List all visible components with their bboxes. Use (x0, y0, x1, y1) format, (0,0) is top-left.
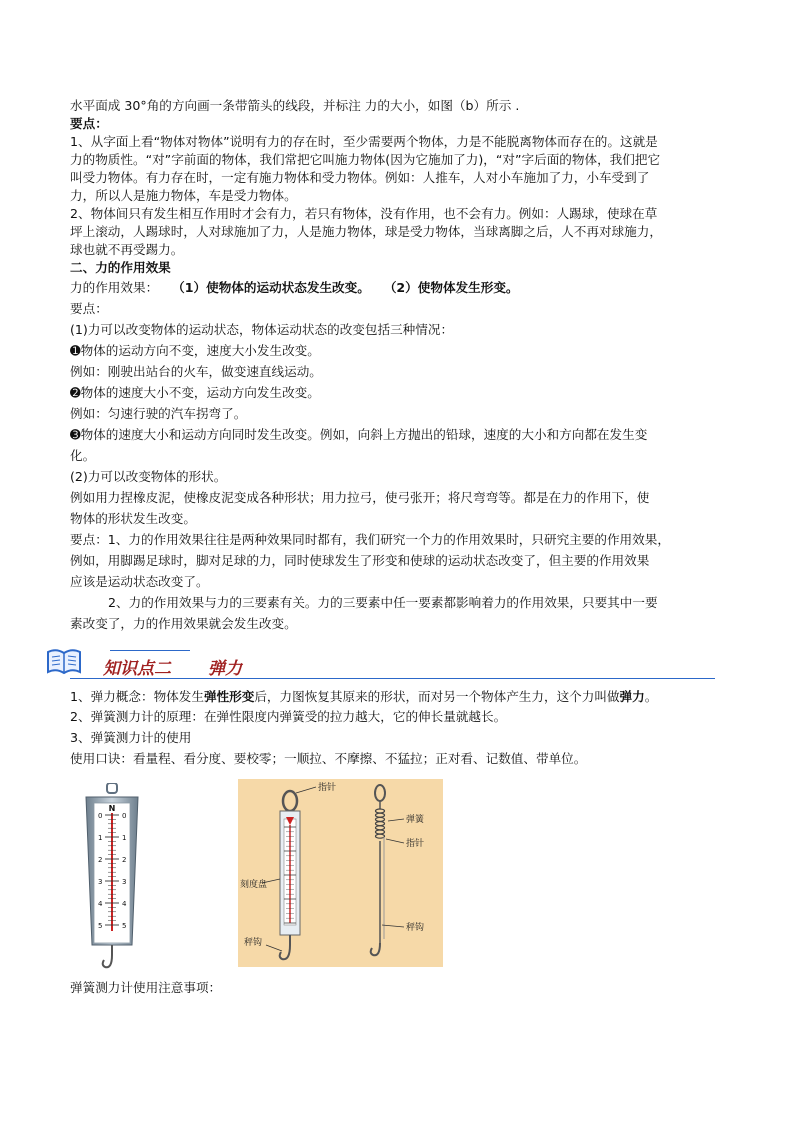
label-pointer-2: 指针 (406, 839, 425, 849)
section-heading: 二、力的作用效果 (70, 260, 171, 275)
scale-5-right: 5 (122, 922, 127, 930)
text-line: 应该是运动状态改变了。 (70, 574, 209, 589)
key-points-heading: 要点： (70, 116, 108, 131)
text-line: 力的物质性。“对”字前面的物体，我们常把它叫施力物体(因为它施加了力)，“对”字后面的物体，我们把它 (70, 152, 661, 167)
circled-number: ➋ (70, 385, 81, 400)
unit-label: N (108, 804, 116, 813)
text-line: 例如：匀速行驶的汽车拐弯了。 (70, 406, 247, 421)
text-line: 2、物体间只有发生相互作用时才会有力，若只有物体，没有作用，也不会有力。例如：人踢球，使球在草 (70, 206, 658, 221)
text-line: 物体的形状发生改变。 (70, 511, 196, 526)
title-overline (110, 650, 190, 651)
label-pointer: 指针 (318, 783, 337, 793)
bold-term: 弹性形变 (203, 689, 255, 704)
list-item: ➊物体的运动方向不变，速度大小发生改变。 (70, 343, 320, 358)
text-line: 2、弹簧测力计的原理：在弹性限度内弹簧受的拉力越大，它的伸长量就越长。 (70, 709, 507, 724)
definition-line: 1、弹力概念：物体发生弹性形变后，力图恢复其原来的形状，而对另一个物体产生力，这个力叫做弹力。 (70, 689, 658, 704)
label-hook-2: 秤钩 (406, 923, 425, 933)
text-line: 化。 (70, 448, 96, 463)
text-line: 例如，用脚踢足球时，脚对足球的力，同时使球发生了形变和使球的运动状态改变了，但主要的作用效果 (70, 553, 650, 568)
circled-number: ➊ (70, 343, 81, 358)
text-line: 例如用力捏橡皮泥，使橡皮泥变成各种形状；用力拉弓，使弓张开；将尺弯弯等。都是在力的作用下，使 (70, 490, 650, 505)
text-line: 要点： (70, 301, 108, 316)
text-line: 水平面成 30°角的方向画一条带箭头的线段，并标注 力的大小，如图（b）所示 . (70, 98, 520, 113)
spring-scale-diagram (238, 779, 443, 967)
list-item: ➋物体的速度大小不变，运动方向发生改变。 (70, 385, 320, 400)
scale-1-left: 1 (98, 834, 103, 842)
book-icon (46, 644, 82, 676)
footer-line: 弹簧测力计使用注意事项： (70, 980, 222, 995)
effects-line (70, 277, 725, 298)
scale-3-right: 3 (122, 878, 127, 886)
text-line: 素改变了，力的作用效果就会发生改变。 (70, 616, 297, 631)
text-line: 力，所以人是施力物体，车是受力物体。 (70, 188, 297, 203)
document-page (70, 97, 725, 997)
effect-2: （2）使物体发生形变。 (383, 280, 519, 295)
text-line: (1)力可以改变物体的运动状态，物体运动状态的改变包括三种情况： (70, 322, 454, 337)
text-line: 要点：1、力的作用效果往往是两种效果同时都有，我们研究一个力的作用效果时，只研究主要的作用效果， (70, 532, 670, 547)
scale-0-right: 0 (122, 812, 127, 820)
knowledge-point-title: 知识点二 (103, 659, 171, 679)
label-dial: 刻度盘 (240, 880, 268, 890)
section-divider (70, 678, 715, 679)
scale-1-right: 1 (122, 834, 127, 842)
list-item: ➌物体的速度大小和运动方向同时发生改变。例如，向斜上方抛出的铅球，速度的大小和方向都在发生变 (70, 427, 648, 442)
effects-label: 力的作用效果： (70, 280, 159, 295)
text-line: (2)力可以改变物体的形状。 (70, 469, 227, 484)
text-line: 2、力的作用效果与力的三要素有关。力的三要素中任一要素都影响着力的作用效果，只要其中一要 (108, 595, 658, 610)
text-line: 3、弹簧测力计的使用 (70, 730, 192, 745)
scale-2-left: 2 (98, 856, 103, 864)
scale-4-left: 4 (98, 900, 103, 908)
text-line: 使用口诀：看量程、看分度、要校零；一顺拉、不摩擦、不猛拉；正对看、记数值、带单位。 (70, 751, 587, 766)
text-line: 球也就不再受踢力。 (70, 242, 184, 257)
scale-0-left: 0 (98, 812, 103, 820)
knowledge-point-subtitle: 弹力 (208, 659, 242, 679)
scale-4-right: 4 (122, 900, 127, 908)
figure-area (70, 779, 725, 975)
scale-3-left: 3 (98, 878, 103, 886)
label-hook: 秤钩 (244, 938, 263, 948)
knowledge-point-header (70, 642, 725, 688)
text-line: 叫受力物体。有力存在时，一定有施力物体和受力物体。例如：人推车，人对小车施加了力，小车受到了 (70, 170, 650, 185)
text-line: 例如：刚驶出站台的火车，做变速直线运动。 (70, 364, 322, 379)
text-line: 坪上滚动，人踢球时，人对球施加了力，人是施力物体，球是受力物体，当球离脚之后，人不再对球施力， (70, 224, 662, 239)
circled-number: ➌ (70, 427, 81, 442)
effect-1: （1）使物体的运动状态发生改变。 (172, 280, 370, 295)
scale-2-right: 2 (122, 856, 127, 864)
text-line: 1、从字面上看“物体对物体”说明有力的存在时，至少需要两个物体，力是不能脱离物体而存在的。这就是 (70, 134, 658, 149)
label-spring: 弹簧 (406, 815, 425, 825)
scale-5-left: 5 (98, 922, 103, 930)
bold-term: 弹力 (619, 689, 645, 704)
spring-scale-illustration (80, 783, 144, 971)
